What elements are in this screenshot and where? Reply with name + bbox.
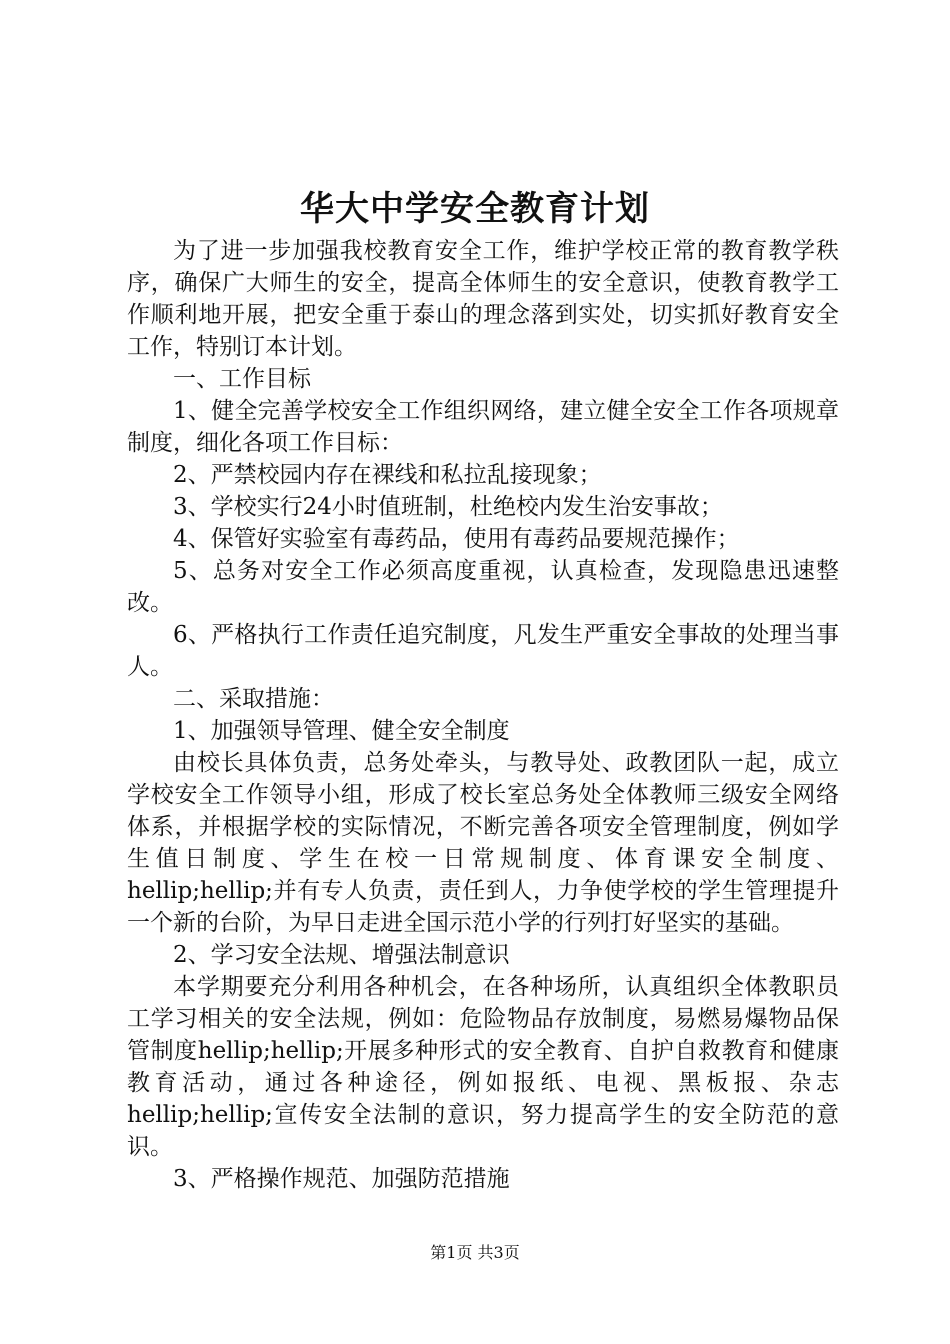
measure-heading-2: 2、学习安全法规、增强法制意识 <box>173 942 510 968</box>
goal-item-6: 6、严格执行工作责任追究制度，凡发生严重安全事故的处理当事人。 <box>127 622 839 680</box>
goal-item-1: 1、健全完善学校安全工作组织网络，建立健全安全工作各项规章制度，细化各项工作目标： <box>127 398 839 456</box>
document-body <box>127 235 839 1195</box>
heading-measures: 二、采取措施： <box>173 686 334 712</box>
document-title: 华大中学安全教育计划 <box>300 189 650 229</box>
page-number: 第1页 共3页 <box>430 1243 520 1262</box>
measure-heading-3: 3、严格操作规范、加强防范措施 <box>173 1166 510 1192</box>
goal-item-5: 5、总务对安全工作必须高度重视，认真检查，发现隐患迅速整改。 <box>127 558 839 616</box>
heading-work-goals: 一、工作目标 <box>173 366 311 392</box>
measure-body-2: 本学期要充分利用各种机会，在各种场所，认真组织全体教职员工学习相关的安全法规，例如：危险物品存放制度，易燃易爆物品保管制度hellip;hellip;开展多种形式的安全教育、自护自救教育和健康教育活动，通过各种途径，例如报纸、电视、黑板报、杂志hellip;hellip;宣传安全法制的意识，努力提高学生的安全防范的意识。 <box>127 974 839 1160</box>
goal-item-4: 4、保管好实验室有毒药品，使用有毒药品要规范操作； <box>173 526 740 552</box>
measure-heading-1: 1、加强领导管理、健全安全制度 <box>173 718 510 744</box>
goal-item-2: 2、严禁校园内存在裸线和私拉乱接现象； <box>173 462 602 488</box>
goal-item-3: 3、学校实行24小时值班制，杜绝校内发生治安事故； <box>173 494 723 520</box>
measure-body-1: 由校长具体负责，总务处牵头，与教导处、政教团队一起，成立学校安全工作领导小组，形成了校长室总务处全体教师三级安全网络体系，并根据学校的实际情况，不断完善各项安全管理制度，例如学生值日制度、学生在校一日常规制度、体育课安全制度、hellip;hellip;并有专人负责，责任到人，力争使学校的学生管理提升一个新的台阶，为早日走进全国示范小学的行列打好坚实的基础。 <box>127 750 839 936</box>
paragraph-intro: 为了进一步加强我校教育安全工作，维护学校正常的教育教学秩序，确保广大师生的安全，提高全体师生的安全意识，使教育教学工作顺利地开展，把安全重于泰山的理念落到实处，切实抓好教育安全工作，特别订本计划。 <box>127 238 839 360</box>
